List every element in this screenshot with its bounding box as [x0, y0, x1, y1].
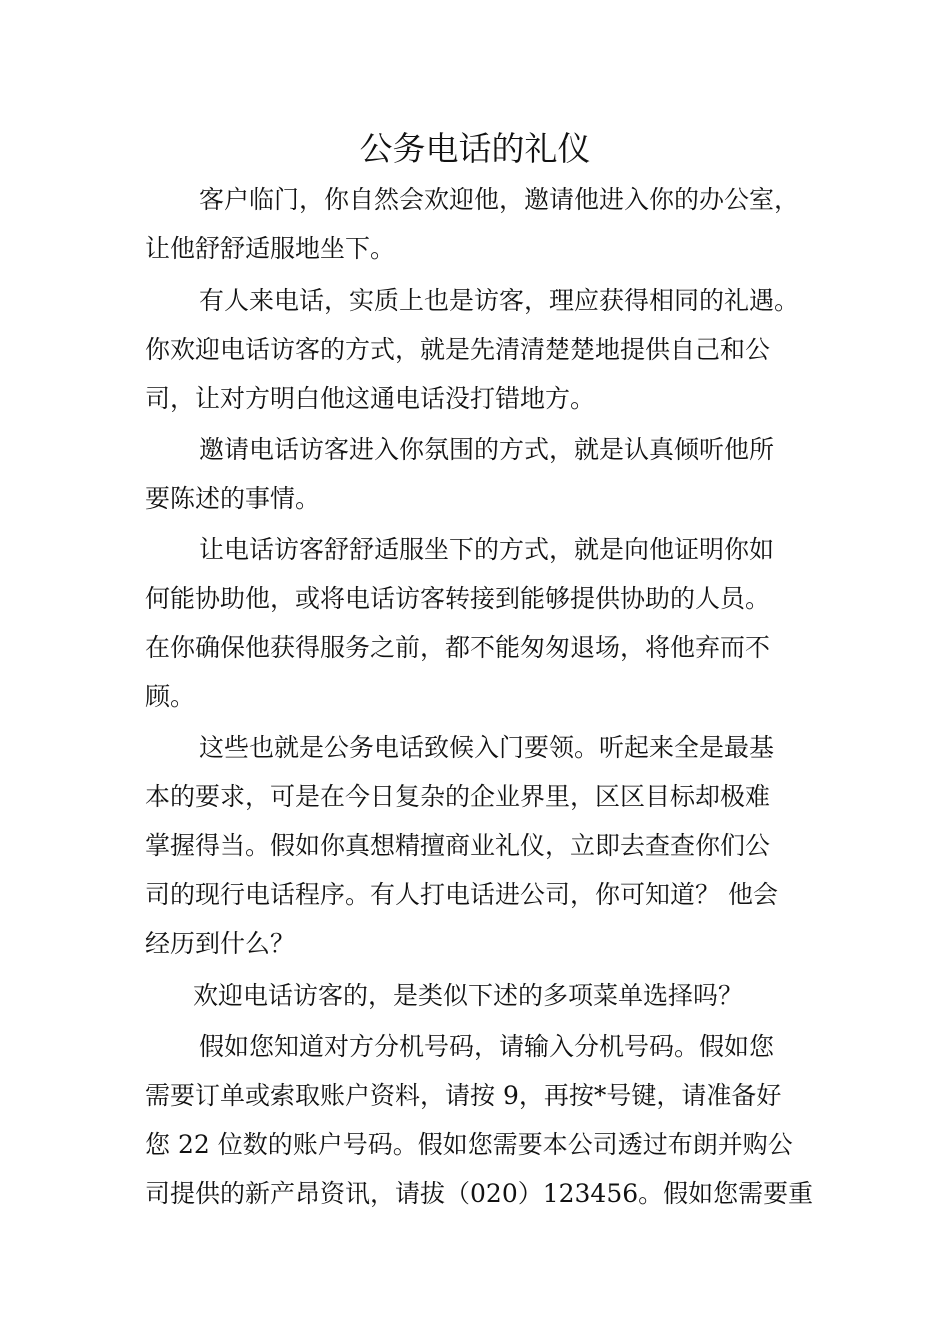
paragraph-line: 这些也就是公务电话致候入门要领。听起来全是最基	[199, 733, 775, 762]
paragraph-line: 让他舒舒适服地坐下。	[145, 234, 396, 263]
paragraph-line: 您 22 位数的账户号码。假如您需要本公司透过布朗并购公	[145, 1130, 793, 1159]
paragraph-line: 司的现行电话程序。有人打电话进公司，你可知道？ 他会	[145, 880, 778, 909]
paragraph-line: 何能协助他，或将电话访客转接到能够提供协助的人员。	[145, 584, 771, 613]
paragraph-line: 本的要求，可是在今日复杂的企业界里，区区目标却极难	[145, 782, 771, 811]
paragraph-line: 让电话访客舒舒适服坐下的方式，就是向他证明你如	[199, 535, 775, 564]
paragraph-line: 经历到什么？	[145, 929, 296, 958]
paragraph-line: 司提供的新产昂资讯，请拔（020）123456。假如您需要重	[145, 1179, 814, 1208]
paragraph-line: 顾。	[145, 682, 196, 711]
paragraph-line: 司，让对方明白他这通电话没打错地方。	[145, 384, 596, 413]
paragraph-line: 有人来电话，实质上也是访客，理应获得相同的礼遇。	[199, 286, 800, 315]
document-title: 公务电话的礼仪	[359, 129, 591, 168]
paragraph-line: 邀请电话访客进入你氛围的方式，就是认真倾听他所	[199, 435, 775, 464]
paragraph-line: 在你确保他获得服务之前，都不能匆匆退场，将他弃而不	[145, 633, 771, 662]
paragraph-line: 需要订单或索取账户资料，请按 9，再按*号键，请准备好	[145, 1081, 782, 1110]
paragraph-line: 客户临门，你自然会欢迎他，邀请他进入你的办公室，	[199, 185, 800, 214]
paragraph-line: 欢迎电话访客的，是类似下述的多项菜单选择吗？	[193, 981, 744, 1010]
paragraph-line: 要陈述的事情。	[145, 484, 321, 513]
paragraph-line: 你欢迎电话访客的方式，就是先清清楚楚地提供自己和公	[145, 335, 771, 364]
paragraph-line: 假如您知道对方分机号码，请输入分机号码。假如您	[199, 1032, 775, 1061]
paragraph-line: 掌握得当。假如你真想精擅商业礼仪，立即去查查你们公	[145, 831, 771, 860]
